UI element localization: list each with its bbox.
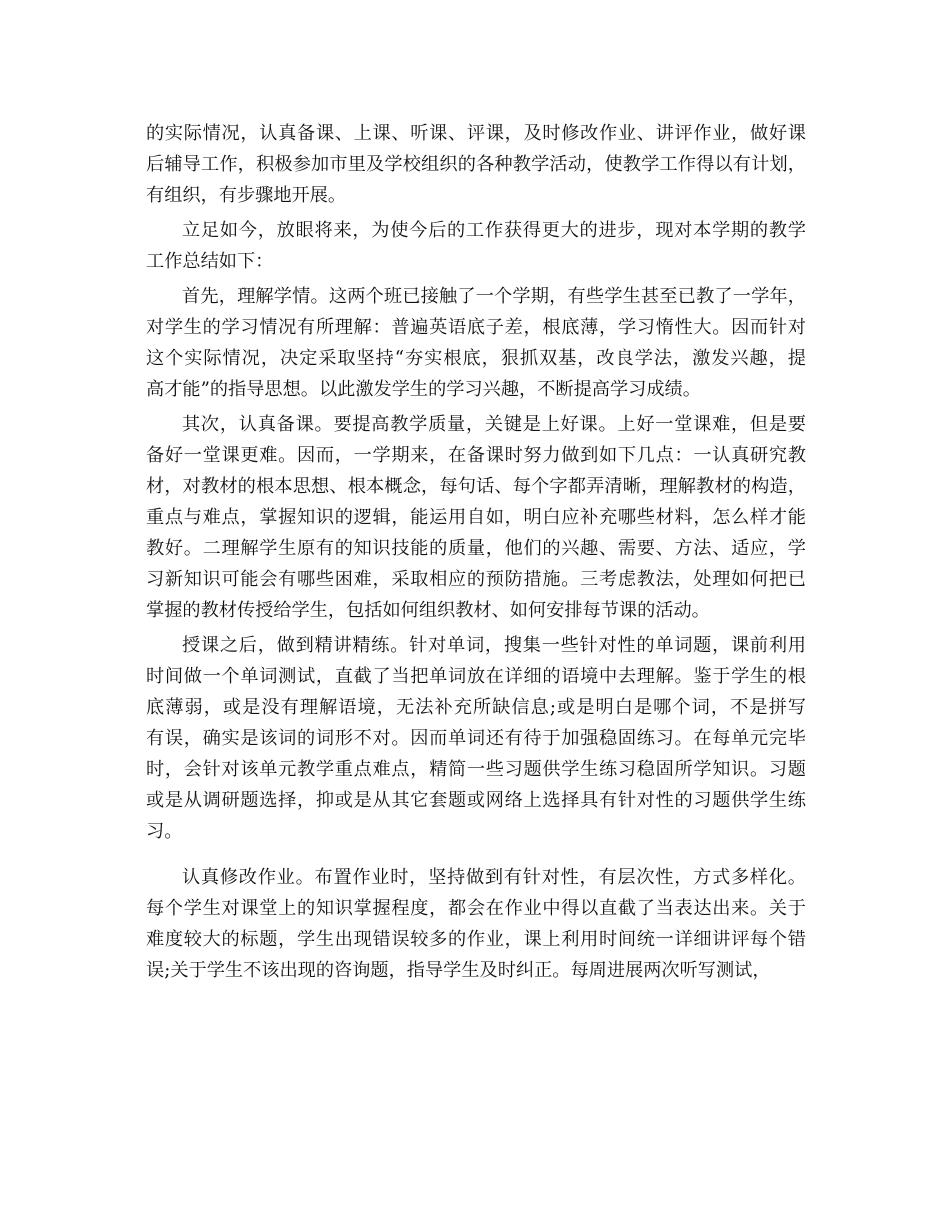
text-line: 重点与难点，掌握知识的逻辑，能运用自如，明白应补充哪些材料，怎么样才能 <box>146 507 806 528</box>
document-body <box>146 118 806 986</box>
text-line: 习新知识可能会有哪些困难，采取相应的预防措施。三考虑教法，处理如何把已 <box>146 569 806 590</box>
paragraph <box>146 281 806 405</box>
text-line: 底薄弱，或是没有理解语境，无法补充所缺信息;或是明白是哪个词，不是拼写 <box>146 697 806 718</box>
text-line: 工作总结如下： <box>146 251 274 272</box>
paragraph <box>146 630 806 847</box>
text-line: 对学生的学习情况有所理解：普遍英语底子差，根底薄，学习惰性大。因而针对 <box>146 317 806 338</box>
text-line: 其次，认真备课。要提高教学质量，关键是上好课。上好一堂课难，但是要 <box>182 414 806 435</box>
text-line: 这个实际情况，决定采取坚持“夯实根底，狠抓双基，改良学法，激发兴趣，提 <box>146 348 806 369</box>
paragraph <box>146 862 806 986</box>
text-line: 难度较大的标题，学生出现错误较多的作业，课上利用时间统一详细讲评每个错 <box>146 929 806 950</box>
text-line: 有组织，有步骤地开展。 <box>146 185 347 206</box>
text-line: 认真修改作业。布置作业时，坚持做到有针对性，有层次性，方式多样化。 <box>182 867 806 888</box>
paragraph <box>146 118 806 211</box>
text-line: 每个学生对课堂上的知识掌握程度，都会在作业中得以直截了当表达出来。关于 <box>146 898 806 919</box>
text-line: 备好一堂课更难。因而，一学期来，在备课时努力做到如下几点：一认真研究教 <box>146 445 806 466</box>
text-line: 后辅导工作，积极参加市里及学校组织的各种教学活动，使教学工作得以有计划， <box>146 154 806 175</box>
text-line: 首先，理解学情。这两个班已接触了一个学期，有些学生甚至已教了一学年， <box>182 286 806 307</box>
text-line: 教好。二理解学生原有的知识技能的质量，他们的兴趣、需要、方法、适应，学 <box>146 538 806 559</box>
text-line: 时，会针对该单元教学重点难点，精简一些习题供学生练习稳固所学知识。习题 <box>146 759 806 780</box>
text-line: 有误，确实是该词的词形不对。因而单词还有待于加强稳固练习。在每单元完毕 <box>146 728 806 749</box>
text-line: 习。 <box>146 821 183 842</box>
text-line: 误;关于学生不该出现的咨询题，指导学生及时纠正。每周进展两次听写测试， <box>146 960 771 981</box>
text-line: 掌握的教材传授给学生，包括如何组织教材、如何安排每节课的活动。 <box>146 600 710 621</box>
text-line: 时间做一个单词测试，直截了当把单词放在详细的语境中去理解。鉴于学生的根 <box>146 666 806 687</box>
text-line: 授课之后，做到精讲精练。针对单词，搜集一些针对性的单词题，课前利用 <box>182 635 806 656</box>
text-line: 立足如今，放眼将来，为使今后的工作获得更大的进步，现对本学期的教学 <box>182 220 806 241</box>
paragraph <box>146 409 806 626</box>
text-line: 的实际情况，认真备课、上课、听课、评课，及时修改作业、讲评作业，做好课 <box>146 123 806 144</box>
paragraph <box>146 215 806 277</box>
text-line: 或是从调研题选择，抑或是从其它套题或网络上选择具有针对性的习题供学生练 <box>146 790 806 811</box>
text-line: 高才能”的指导思想。以此激发学生的学习兴趣，不断提高学习成绩。 <box>146 379 701 400</box>
text-line: 材，对教材的根本思想、根本概念，每句话、每个字都弄清晰，理解教材的构造， <box>146 476 806 497</box>
